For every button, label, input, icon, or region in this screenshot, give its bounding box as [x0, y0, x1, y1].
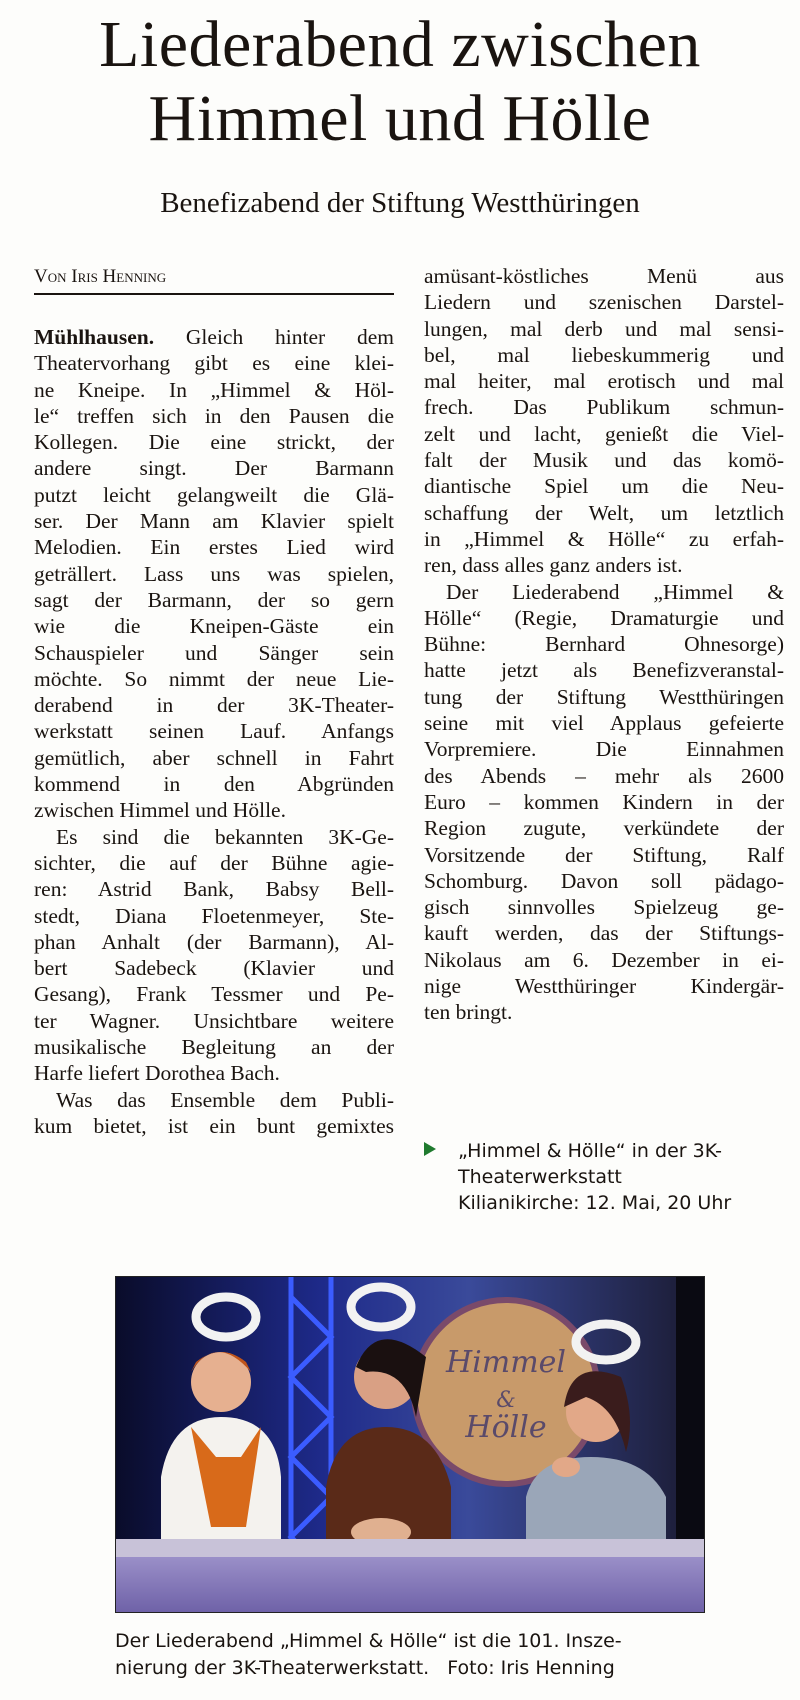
- article-line: mal heiter, mal erotisch und mal: [424, 369, 784, 394]
- article-line: Vorsitzende der Stiftung, Ralf: [424, 842, 784, 867]
- stage-photo-illustration: [116, 1277, 704, 1612]
- article-column-right: [424, 263, 784, 1026]
- info-box-text: [458, 1138, 784, 1216]
- byline: Von Iris Henning: [34, 266, 167, 287]
- article-line: hatte jetzt als Benefizveranstal-: [424, 658, 784, 683]
- article-line: Mühlhausen. Gleich hinter dem: [34, 325, 394, 349]
- photo-caption: [115, 1628, 715, 1682]
- article-line: Region zugute, verkündete der: [424, 816, 784, 841]
- article-line: geträllert. Lass uns was spielen,: [34, 561, 394, 586]
- info-box: [424, 1138, 784, 1216]
- article-line: des Abends – mehr als 2600: [424, 763, 784, 788]
- article-line: werkstatt seinen Lauf. Anfangs: [34, 719, 394, 744]
- caption-line: nierung der 3K-Theaterwerkstatt. Foto: Iris Henning: [115, 1657, 615, 1679]
- headline: [0, 8, 800, 156]
- counter-trim: [116, 1539, 704, 1557]
- headline-line-2: Himmel und Hölle: [148, 82, 652, 155]
- article-line: Hölle“ (Regie, Dramaturgie und: [424, 605, 784, 630]
- article-line: Vorpremiere. Die Einnahmen: [424, 737, 784, 762]
- dateline: Mühlhausen.: [34, 325, 155, 349]
- article-line: putzt leicht gelangweilt die Glä-: [34, 482, 394, 507]
- article-line: amüsant-köstliches Menü aus: [424, 264, 784, 288]
- article-line: Liedern und szenischen Darstel-: [424, 290, 784, 315]
- article-line: ren, dass alles ganz anders ist.: [424, 553, 683, 578]
- article-line: phan Anhalt (der Barmann), Al-: [34, 929, 394, 954]
- article-line: Bühne: Bernhard Ohnesorge): [424, 632, 784, 657]
- article-line: musikalische Begleitung an der: [34, 1035, 394, 1060]
- svg-text:Himmel: Himmel: [446, 1345, 566, 1380]
- article-line: ren: Astrid Bank, Babsy Bell-: [34, 877, 394, 902]
- subheadline: Benefizabend der Stiftung Westthüringen: [160, 187, 640, 219]
- article-line: Schomburg. Davon soll pädago-: [424, 868, 784, 893]
- article-line: Harfe liefert Dorothea Bach.: [34, 1061, 280, 1086]
- article-line: Melodien. Ein erstes Lied wird: [34, 535, 394, 560]
- article-line: Der Liederabend „Himmel &: [446, 579, 784, 604]
- article-line: ter Wagner. Unsichtbare weitere: [34, 1008, 394, 1033]
- info-line: „Himmel & Hölle“ in der 3K-: [458, 1140, 723, 1162]
- article-line: wie die Kneipen-Gäste ein: [34, 614, 394, 639]
- article-line: seine mit viel Applaus gefeierte: [424, 711, 784, 736]
- article-line: derabend in der 3K-Theater-: [34, 693, 394, 718]
- article-line: kommend in den Abgründen: [34, 772, 394, 797]
- article-line: Was das Ensemble dem Publi-: [56, 1087, 394, 1112]
- article-line: ten bringt.: [424, 1000, 513, 1025]
- article-line: möchte. So nimmt der neue Lie-: [34, 666, 394, 691]
- svg-text:Hölle: Hölle: [465, 1410, 547, 1445]
- info-line: Kilianikirche: 12. Mai, 20 Uhr: [458, 1192, 732, 1214]
- headline-line-1: Liederabend zwischen: [99, 8, 701, 81]
- triangle-arrow-icon: [424, 1142, 436, 1156]
- article-column-left: [34, 324, 394, 1139]
- counter: [116, 1557, 704, 1612]
- article-line: tung der Stiftung Westthüringen: [424, 684, 784, 709]
- article-photo: [115, 1276, 705, 1613]
- article-line: falt der Musik und das komö-: [424, 448, 784, 473]
- article-line: stedt, Diana Floetenmeyer, Ste-: [34, 903, 394, 928]
- article-line: bel, mal liebeskummerig und: [424, 342, 784, 367]
- article-line: zelt und lacht, genießt die Viel-: [424, 421, 784, 446]
- article-line: Euro – kommen Kindern in der: [424, 789, 784, 814]
- article-line: ser. Der Mann am Klavier spielt: [34, 509, 394, 534]
- article-line: kum bietet, ist ein bunt gemixtes: [34, 1113, 394, 1138]
- article-line: Kollegen. Die eine strickt, der: [34, 430, 394, 455]
- caption-line: Der Liederabend „Himmel & Hölle“ ist die 101. Insze-: [115, 1630, 622, 1652]
- article-line: diantische Spiel um die Neu-: [424, 474, 784, 499]
- article-line: gisch sinnvolles Spielzeug ge-: [424, 895, 784, 920]
- article-line: kauft werden, das der Stiftungs-: [424, 921, 784, 946]
- article-line: gemütlich, aber schnell in Fahrt: [34, 745, 394, 770]
- article-line: le“ treffen sich in den Pausen die: [34, 403, 394, 428]
- article-line: Nikolaus am 6. Dezember in ei-: [424, 947, 784, 972]
- article-line: Gesang), Frank Tessmer und Pe-: [34, 982, 394, 1007]
- article-line: ne Kneipe. In „Himmel & Höl-: [34, 377, 394, 402]
- article-line: Theatervorhang gibt es eine klei-: [34, 351, 394, 376]
- article-line: nige Westthüringer Kindergär-: [424, 974, 784, 999]
- article-line: lungen, mal derb und mal sensi-: [424, 316, 784, 341]
- article-line: Schauspieler und Sänger sein: [34, 640, 394, 665]
- article-line: Es sind die bekannten 3K-Ge-: [56, 824, 394, 849]
- article-line: zwischen Himmel und Hölle.: [34, 798, 286, 823]
- article-line: andere singt. Der Barmann: [34, 456, 394, 481]
- article-line: schaffung der Welt, um letztlich: [424, 500, 784, 525]
- article-line: bert Sadebeck (Klavier und: [34, 956, 394, 981]
- svg-text:&: &: [496, 1388, 516, 1413]
- info-line: Theaterwerkstatt: [458, 1166, 622, 1188]
- article-line: frech. Das Publikum schmun-: [424, 395, 784, 420]
- article-line: in „Himmel & Hölle“ zu erfah-: [424, 526, 784, 551]
- article-line: sagt der Barmann, der so gern: [34, 587, 394, 612]
- article-line: sichter, die auf der Bühne agie-: [34, 850, 394, 875]
- byline-rule: [34, 293, 394, 295]
